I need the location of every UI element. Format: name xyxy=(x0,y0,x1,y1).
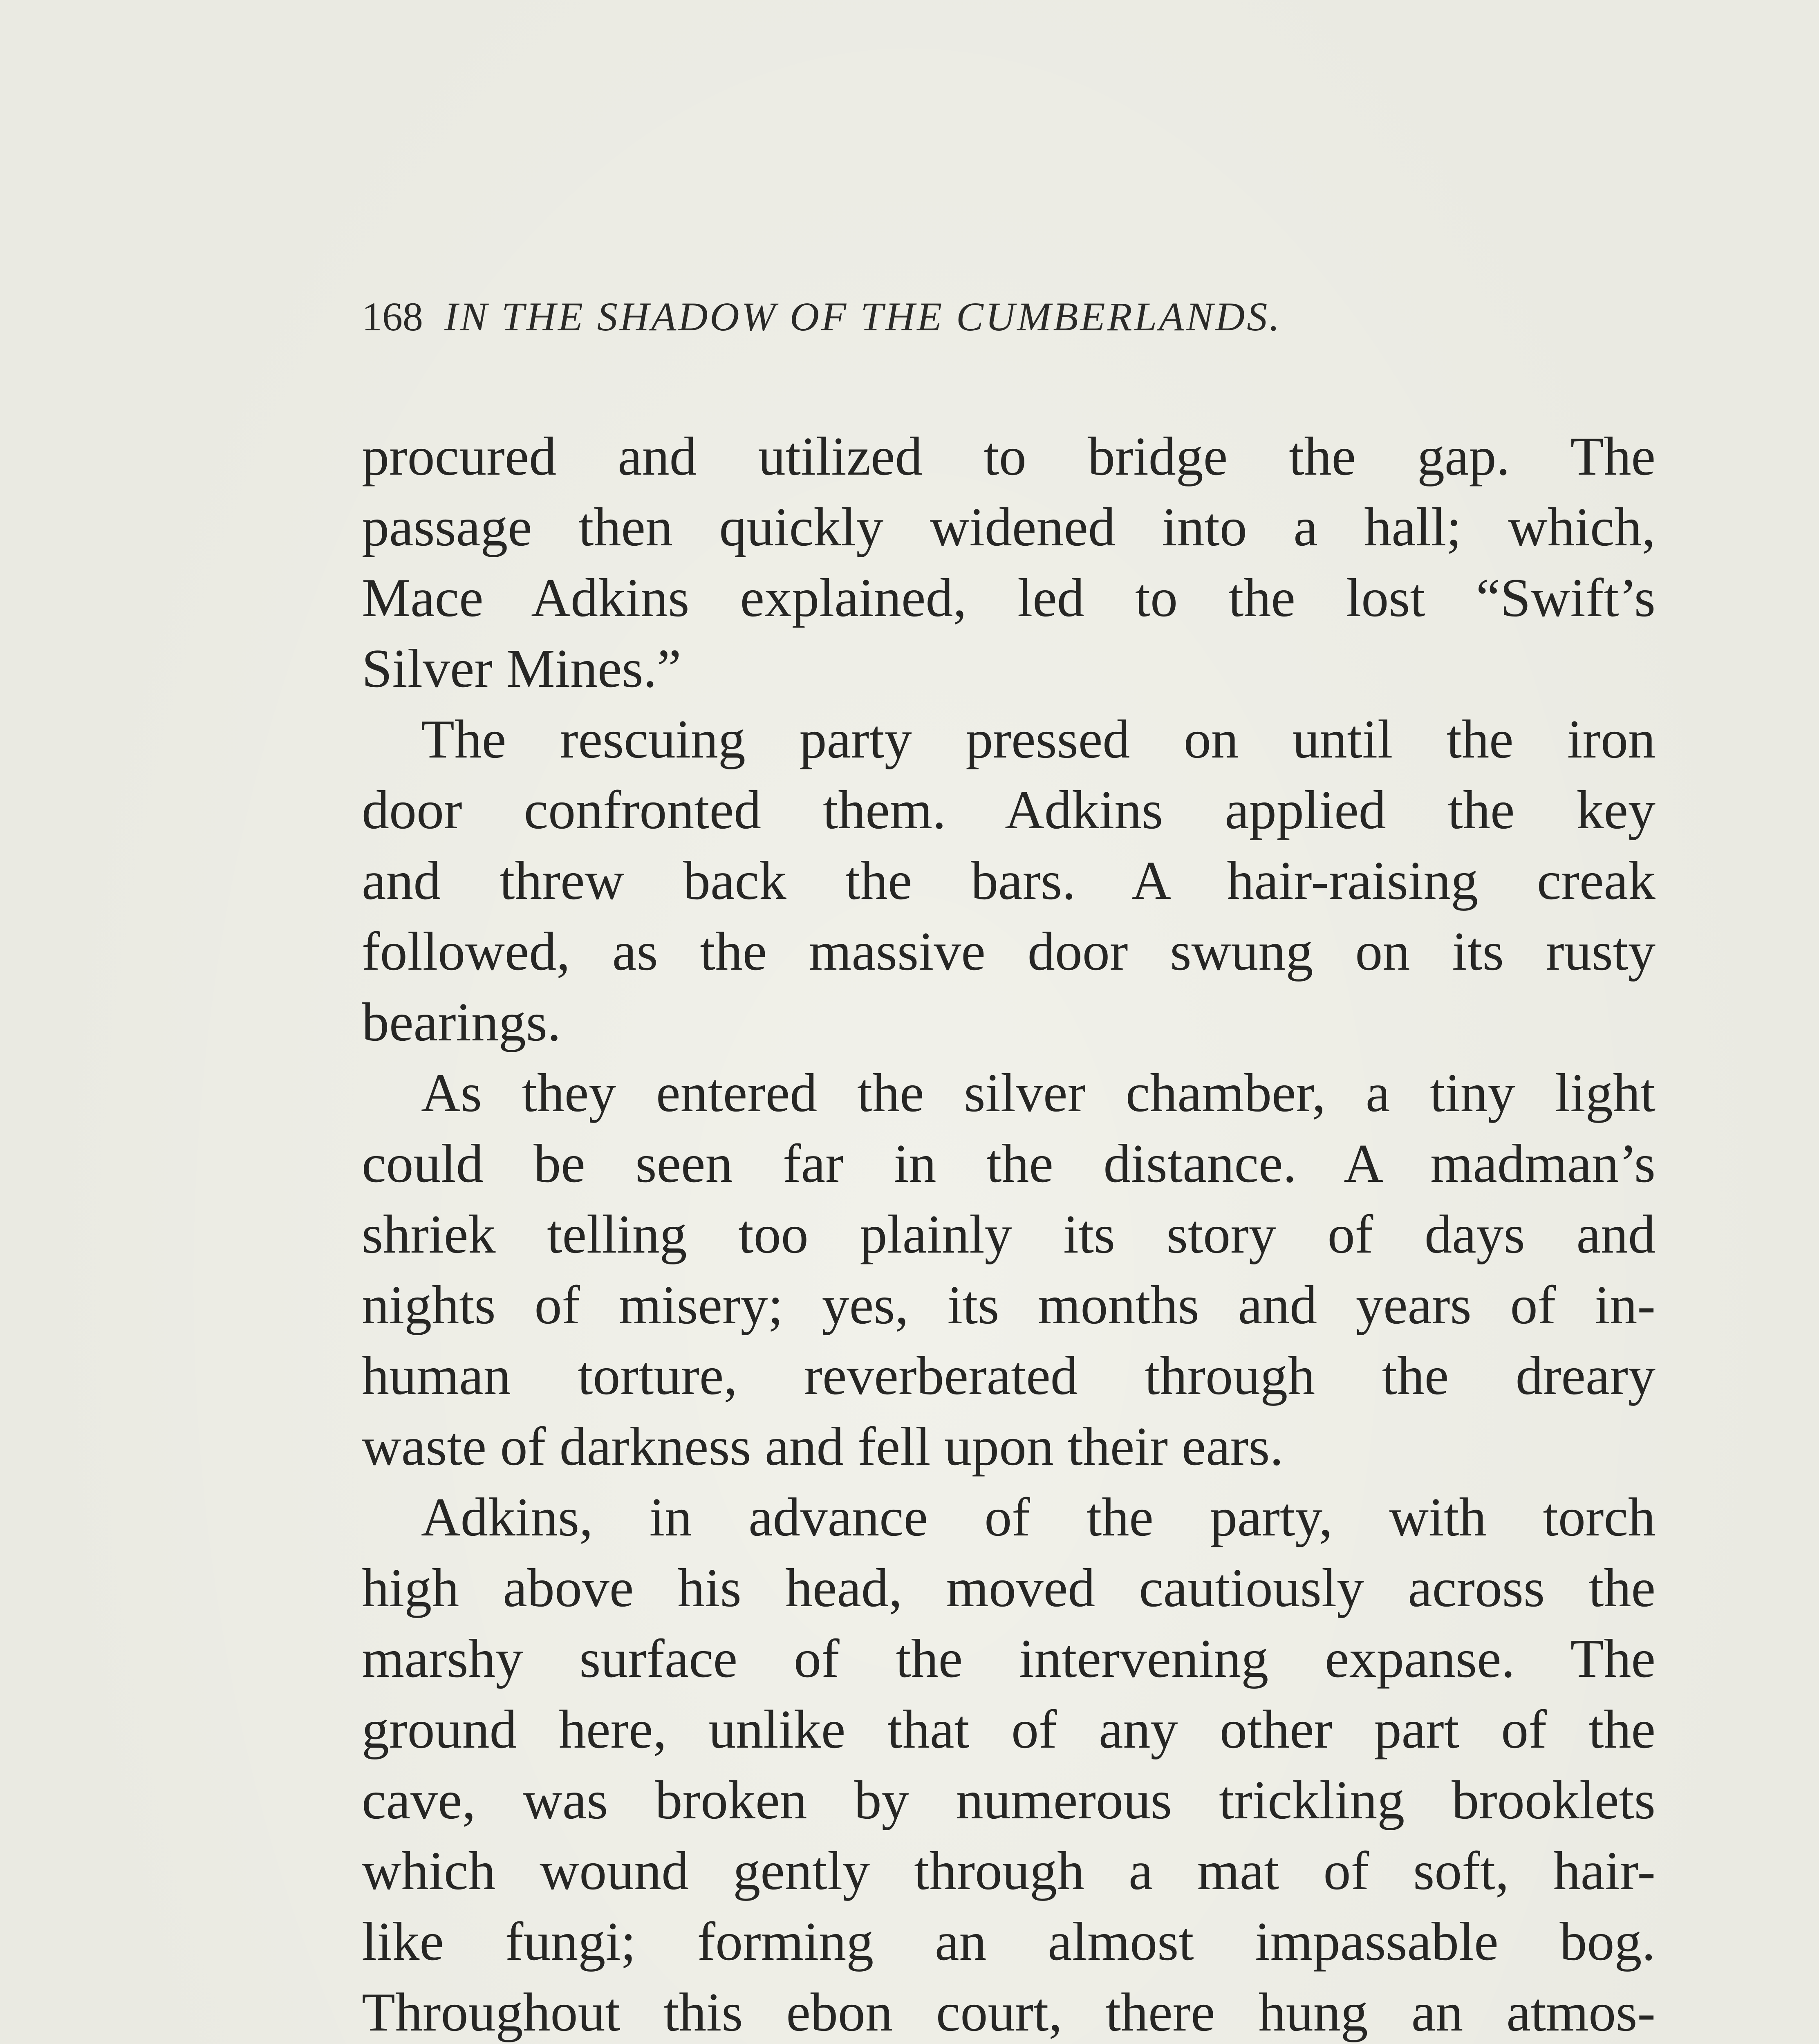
text-line: Throughout this ebon court, there hung an atmos- xyxy=(362,1982,1655,2042)
text-line: cave, was broken by numerous trickling brooklets xyxy=(362,1770,1655,1830)
text-line: marshy surface of the intervening expanse. The xyxy=(362,1628,1655,1689)
text-line: high above his head, moved cautiously across the xyxy=(362,1558,1655,1618)
text-line: bearings. xyxy=(362,992,561,1052)
text-line: like fungi; forming an almost impassable bog. xyxy=(362,1911,1655,1972)
page-number: 168 xyxy=(362,294,423,339)
text-line: which wound gently through a mat of soft, hair- xyxy=(362,1840,1655,1901)
text-line: shriek telling too plainly its story of days and xyxy=(362,1204,1655,1264)
text-line: waste of darkness and fell upon their ears. xyxy=(362,1416,1284,1477)
text-line: nights of misery; yes, its months and years of in- xyxy=(362,1275,1655,1335)
text-line: door confronted them. Adkins applied the key xyxy=(362,780,1655,840)
text-line: ground here, unlike that of any other part of the xyxy=(362,1699,1655,1759)
text-line: followed, as the massive door swung on its rusty xyxy=(362,921,1655,982)
running-head xyxy=(362,292,1547,341)
text-line: and threw back the bars. A hair-raising creak xyxy=(362,850,1655,911)
text-line: As they entered the silver chamber, a tiny light xyxy=(421,1062,1655,1123)
text-line: Mace Adkins explained, led to the lost “Swift’s xyxy=(362,567,1655,628)
text-line: Adkins, in advance of the party, with torch xyxy=(421,1487,1655,1547)
text-line: human torture, reverberated through the dreary xyxy=(362,1345,1655,1406)
running-title: IN THE SHADOW OF THE CUMBERLANDS. xyxy=(444,294,1282,339)
text-line: Silver Mines.” xyxy=(362,638,681,699)
text-line: passage then quickly widened into a hall; which, xyxy=(362,497,1655,557)
text-line: The rescuing party pressed on until the iron xyxy=(421,709,1655,769)
text-line: could be seen far in the distance. A madman’s xyxy=(362,1133,1655,1194)
text-line: procured and utilized to bridge the gap. The xyxy=(362,426,1655,486)
body-text xyxy=(362,421,1655,2044)
